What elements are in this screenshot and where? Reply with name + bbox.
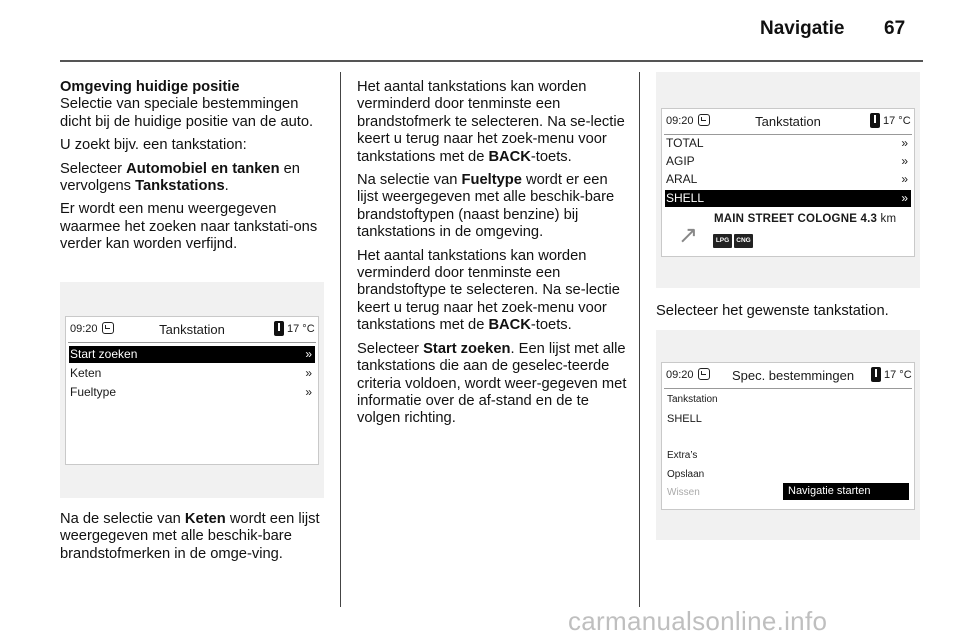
column-divider-1 <box>340 72 341 607</box>
temperature: 17 °C <box>884 369 912 381</box>
screen-1-panel <box>60 282 324 498</box>
temperature: 17 °C <box>883 115 911 127</box>
column-divider-2 <box>639 72 640 607</box>
clock-time: 09:20 <box>70 323 98 335</box>
lpg-badge: LPG <box>713 234 732 248</box>
thermometer-icon <box>870 113 880 128</box>
screen-title: Tankstation <box>755 114 821 129</box>
screen-title: Spec. bestemmingen <box>731 368 855 383</box>
header-divider <box>60 60 923 62</box>
direction-arrow-icon: ↗ <box>678 222 699 249</box>
column-3-text <box>656 303 926 326</box>
list-item-agip[interactable]: AGIP » <box>666 154 908 168</box>
clear-item[interactable]: Wissen <box>667 487 700 498</box>
extras-item[interactable]: Extra’s <box>667 450 698 461</box>
menu-item-start-zoeken[interactable]: Start zoeken » <box>69 346 315 363</box>
screen-header <box>66 317 318 343</box>
paragraph: Selecteer Automobiel en tanken en vervolgens Tankstations. <box>60 160 300 195</box>
paragraph: Selecteer Start zoeken. Een lijst met alle tankstations die aan de geselec-teerde criteria voldoen, wordt weer-gegeven met informatie over de af-stand en de te volgen richting. <box>357 340 627 427</box>
screen-tankstation-menu <box>65 316 319 465</box>
address-distance: MAIN STREET COLOGNE 4.3 km <box>714 213 897 225</box>
screen-3-panel <box>656 330 920 540</box>
temperature: 17 °C <box>287 323 315 335</box>
chevron-right-icon: » <box>305 347 312 361</box>
paragraph: Na de selectie van Keten wordt een lijst weergegeven met alle beschik-bare brandstofmerken in de omge-ving. <box>60 511 320 562</box>
screen-header <box>662 363 914 389</box>
cng-badge: CNG <box>734 234 753 248</box>
list-item-total[interactable]: TOTAL » <box>666 136 908 150</box>
screen-header <box>662 109 914 135</box>
paragraph: Selectie van speciale bestemmingen dicht bij de huidige positie van de auto. <box>60 96 314 130</box>
paragraph: Er wordt een menu weergegeven waarmee het zoeken naar tankstati-ons verder kan worden verfijnd. <box>60 201 318 253</box>
menu-item-keten[interactable]: Keten » <box>70 366 312 380</box>
paragraph: Na selectie van Fueltype wordt er een lijst weergegeven met alle beschik-bare brandstoftypen (naast benzine) bij tankstations in de omgeving. <box>357 172 615 241</box>
column-1-text-bottom <box>60 511 328 569</box>
paragraph: Selecteer het gewenste tankstation. <box>656 303 889 319</box>
screen-title: Tankstation <box>159 322 225 337</box>
screen-spec-bestemmingen <box>661 362 915 510</box>
paragraph: Het aantal tankstations kan worden verminderd door tenminste een brandstoftype te selecteren. Na se-lectie keert u terug naar het zoek-menu voor tankstations met de BACK-toets. <box>357 247 620 334</box>
clock-time: 09:20 <box>666 369 694 381</box>
chevron-right-icon: » <box>901 136 908 150</box>
screen-tankstation-list <box>661 108 915 257</box>
list-item-aral[interactable]: ARAL » <box>666 172 908 186</box>
paragraph: Het aantal tankstations kan worden verminderd door tenminste een brandstofmerk te selecteren. Na se-lectie keert u terug naar het zoek-menu voor tankstations met de BACK-toets. <box>357 79 625 165</box>
watermark: carmanualsonline.info <box>568 606 828 636</box>
chevron-right-icon: » <box>901 154 908 168</box>
menu-item-fueltype[interactable]: Fueltype » <box>70 385 312 399</box>
list-item-shell[interactable]: SHELL » <box>665 190 911 207</box>
save-item[interactable]: Opslaan <box>667 469 705 480</box>
category-label: Tankstation <box>667 394 718 405</box>
chevron-right-icon: » <box>305 385 312 399</box>
clock-time: 09:20 <box>666 115 694 127</box>
page-number: 67 <box>884 18 906 39</box>
screen-2-panel <box>656 72 920 288</box>
chevron-right-icon: » <box>305 366 312 380</box>
selected-station: SHELL <box>667 413 702 425</box>
start-navigation-button[interactable]: Navigatie starten <box>783 483 909 500</box>
thermometer-icon <box>274 321 284 336</box>
thermometer-icon <box>871 367 881 382</box>
chevron-right-icon: » <box>901 191 908 205</box>
page-title: Navigatie <box>760 18 845 39</box>
chevron-right-icon: » <box>901 172 908 186</box>
paragraph: U zoekt bijv. een tankstation: <box>60 137 247 154</box>
column-2-text <box>357 79 627 434</box>
section-heading: Omgeving huidige positie <box>60 79 240 95</box>
column-1-text <box>60 79 328 260</box>
